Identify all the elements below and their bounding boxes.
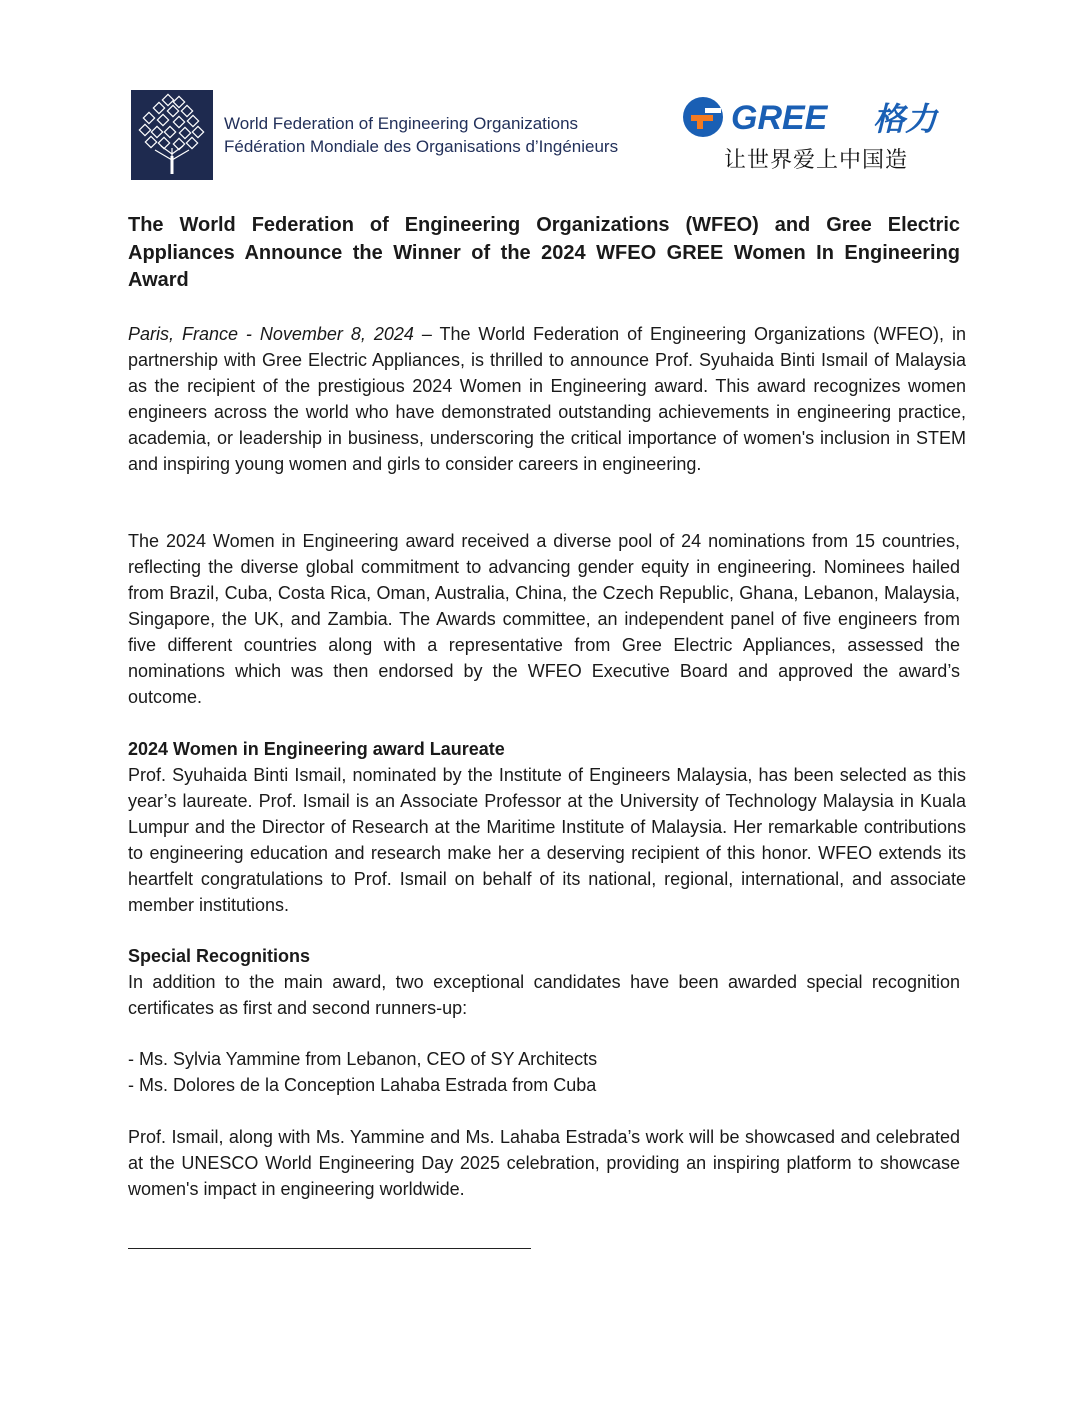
gree-tagline: 让世界爱上中国造 — [724, 148, 909, 173]
laureate-heading: 2024 Women in Engineering award Laureate — [128, 739, 505, 759]
laureate-paragraph: Prof. Syuhaida Binti Ismail, nominated by the Institute of Engineers Malaysia, has been selected as this year’s laureate. Prof. Ismail is an Associate Professor at the University of Technology Malaysia in Kuala Lumpur and the Director of Research at the Maritime Institute of Malaysia. Her remarkable contributions to engineering education and research make her a deserving recipient of this honor. WFEO extends its heartfelt congratulations to Prof. Ismail on behalf of its national, regional, international, and associate member institutions. — [128, 765, 966, 915]
gree-logo — [681, 95, 951, 139]
footer-divider — [128, 1248, 531, 1249]
intro-text: – The World Federation of Engineering Organizations (WFEO), in partnership with Gree Electric Appliances, is thrilled to announce Prof. Syuhaida Binti Ismail of Malaysia as the recipient of the prestigious 2024 Women in Engineering award. This award recognizes women engineers across the world who have demonstrated outstanding achievements in engineering practice, academia, or leadership in business, underscoring the critical importance of women's inclusion in STEM and inspiring young women and girls to consider careers in engineering. — [128, 324, 967, 474]
wfeo-name-en: World Federation of Engineering Organizations — [224, 114, 579, 133]
press-release-title: The World Federation of Engineering Organizations (WFEO) and Gree Electric Appliances Announce the Winner of the 2024 WFEO GREE Women In Engineering Award — [128, 214, 960, 291]
nominations-paragraph: The 2024 Women in Engineering award received a diverse pool of 24 nominations from 15 countries, reflecting the diverse global commitment to advancing gender equity in engineering. Nominees hailed from Brazil, Cuba, Costa Rica, Oman, Australia, China, the Czech Republic, Ghana, Lebanon, Malaysia, Singapore, the UK, and Zambia. The Awards committee, an independent panel of five engineers from five different countries along with a representative from Gree Electric Appliances, assessed the nominations which was then endorsed by the WFEO Executive Board and approved the award’s outcome. — [128, 531, 960, 707]
special-recognitions-paragraph: In addition to the main award, two exceptional candidates have been awarded special recognition certificates as first and second runners-up: — [128, 972, 960, 1018]
wfeo-org-names — [224, 112, 618, 158]
dateline: Paris, France - November 8, 2024 — [128, 324, 414, 344]
wfeo-name-fr: Fédération Mondiale des Organisations d’Ingénieurs — [224, 137, 619, 156]
list-item: - Ms. Dolores de la Conception Lahaba Estrada from Cuba — [128, 1075, 597, 1095]
closing-paragraph: Prof. Ismail, along with Ms. Yammine and Ms. Lahaba Estrada’s work will be showcased and celebrated at the UNESCO World Engineering Day 2025 celebration, providing an inspiring platform to showcase women's impact in engineering worldwide. — [128, 1127, 960, 1199]
gree-chinese-mark: 格力 — [873, 100, 938, 138]
list-item: - Ms. Sylvia Yammine from Lebanon, CEO of SY Architects — [128, 1049, 598, 1069]
gree-wordmark: GREE — [731, 99, 828, 137]
intro-paragraph — [128, 321, 966, 477]
wfeo-tree-icon — [131, 90, 213, 180]
wfeo-logo — [131, 90, 213, 180]
special-recognitions-heading: Special Recognitions — [128, 946, 311, 966]
